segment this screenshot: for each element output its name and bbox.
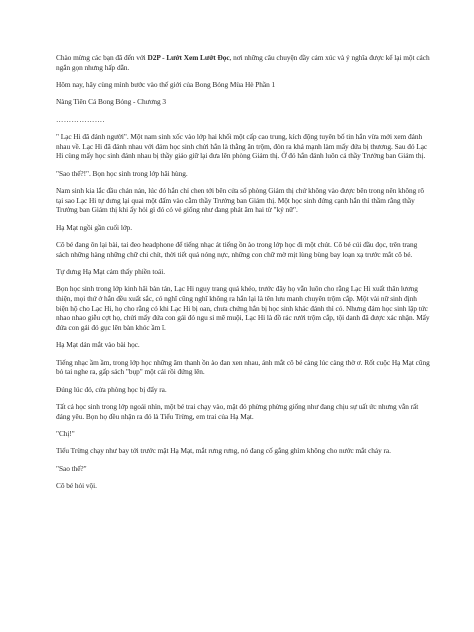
- separator: ……………….: [56, 114, 105, 124]
- story-paragraph: "Chị!": [56, 428, 75, 438]
- intro-paragraph: [56, 53, 430, 72]
- story-paragraph: Hạ Mạt dán mắt vào bài học.: [56, 340, 140, 350]
- intro-prefix: Chào mừng các bạn đã đến với: [56, 53, 148, 62]
- story-paragraph: Bọn học sinh trong lớp kinh hãi bàn tán, Lạc Hi nguy trang quá khéo, trước đây họ vẫn luôn cho rằng Lạc Hi xuất thân lương thiện, mọi thứ ở hắn đều xuất sắc, có nghĩ cũng nghĩ không ra hắn lại là tên lưu manh chuyên trộm cắp. Một vài nữ sinh định biện hộ cho Lạc Hi, họ cho rằng có khi Lạc Hi bị oan, chưa chứng hắn bị học sinh khác đánh thì có. Nhưng đám học sinh lập tức nhao nhao giễu cợt họ, chửi mấy đứa con gái đó ngu si mê muội, Lạc Hi là đồ rác rưởi trộm cắp, tội danh đã được xác nhận. Mấy đứa con gái đó gục lên bàn khóc ầm ĩ.: [56, 284, 430, 332]
- story-paragraph: " Lạc Hi đã đánh người". Một nam sinh xốc vào lớp hai khối một cấp cao trung, kích động tuyên bố tin hắn vừa mới xem đánh nhau về. Lạc Hi đã đánh nhau với đám học sinh chửi hắn là thằng ăn trộm, đòn ra khá mạnh làm mấy đứa bị thương. Sau đó Lạc Hi cùng mấy học sinh đánh nhau bị thầy giáo giữ lại đưa lên phòng Giám thị. Ở đó hắn đánh luôn cả thầy Trưởng ban Giám thị.: [56, 132, 428, 161]
- story-paragraph: Tiếng nhạc ầm ầm, trong lớp học những âm thanh ồn ào đan xen nhau, ánh mắt cô bé càng lúc càng thờ ơ. Rốt cuộc Hạ Mạt cũng bỏ tai nghe ra, gấp sách "bụp" một cái rồi đứng lên.: [56, 357, 430, 377]
- story-paragraph: Cô bé đang ôn lại bài, tai đeo headphone để tiếng nhạc át tiếng ồn ào trong lớp học đi một chút. Cô bé cúi đầu đọc, trên trang sách những hàng những chữ chi chít, thời tiết quá nóng nực, những con chữ mờ mịt lùng bùng bay loạn xạ trước mắt cô bé.: [56, 240, 418, 259]
- chapter-title: Nàng Tiên Cá Bong Bóng - Chương 3: [56, 97, 167, 107]
- site-name: D2P - Lướt Xem Lướt Đọc: [147, 53, 230, 62]
- story-paragraph: Cô bé hỏi vội.: [56, 481, 97, 491]
- story-paragraph: Tự dưng Hạ Mạt cảm thấy phiền toái.: [56, 267, 165, 277]
- story-paragraph: Tất cả học sinh trong lớp ngoái nhìn, một bé trai chạy vào, mặt đỏ phừng phừng giống như đang chịu sự uất ức nhưng vẫn rất đáng yêu. Bọn họ đều nhận ra đó là Tiểu Trừng, em trai của Hạ Mạt.: [56, 402, 419, 421]
- story-paragraph: Nam sinh kia lắc đầu chán nản, lúc đó hắn chỉ chen tới bên cửa sổ phòng Giám thị chứ không vào được bên trong nên không rõ tại sao Lạc Hi tự dưng lại quai một đấm vào cằm thầy Trưởng ban Giám thị. Một học sinh đứng cạnh hắn thì thầm rằng thầy Trưởng ban Giám thị khi ấy hỏi gì đó có vẻ giống như đang phát âm hai từ "ký nữ".: [56, 186, 425, 215]
- story-paragraph: Đúng lúc đó, cửa phòng học bị đẩy ra.: [56, 384, 167, 394]
- intro-suffix: , nơi những câu chuyện đầy cảm xúc và ý nghĩa được kể lại một cách ngắn gọn nhưng hấp dẫn.: [56, 53, 430, 72]
- story-paragraph: "Sao thế?": [56, 463, 87, 473]
- story-paragraph: Tiểu Trừng chạy như bay tới trước mặt Hạ Mạt, mắt rưng rưng, nó đang cố gắng ghìm không cho nước mắt chảy ra.: [56, 446, 391, 456]
- story-paragraph: "Sao thế?!". Bọn học sinh trong lớp hãi hùng.: [56, 168, 188, 178]
- story-paragraph: Hạ Mạt ngồi gần cuối lớp.: [56, 222, 133, 232]
- today-paragraph: Hôm nay, hãy cùng mình bước vào thế giới của Bong Bóng Mùa Hè Phần 1: [56, 79, 276, 89]
